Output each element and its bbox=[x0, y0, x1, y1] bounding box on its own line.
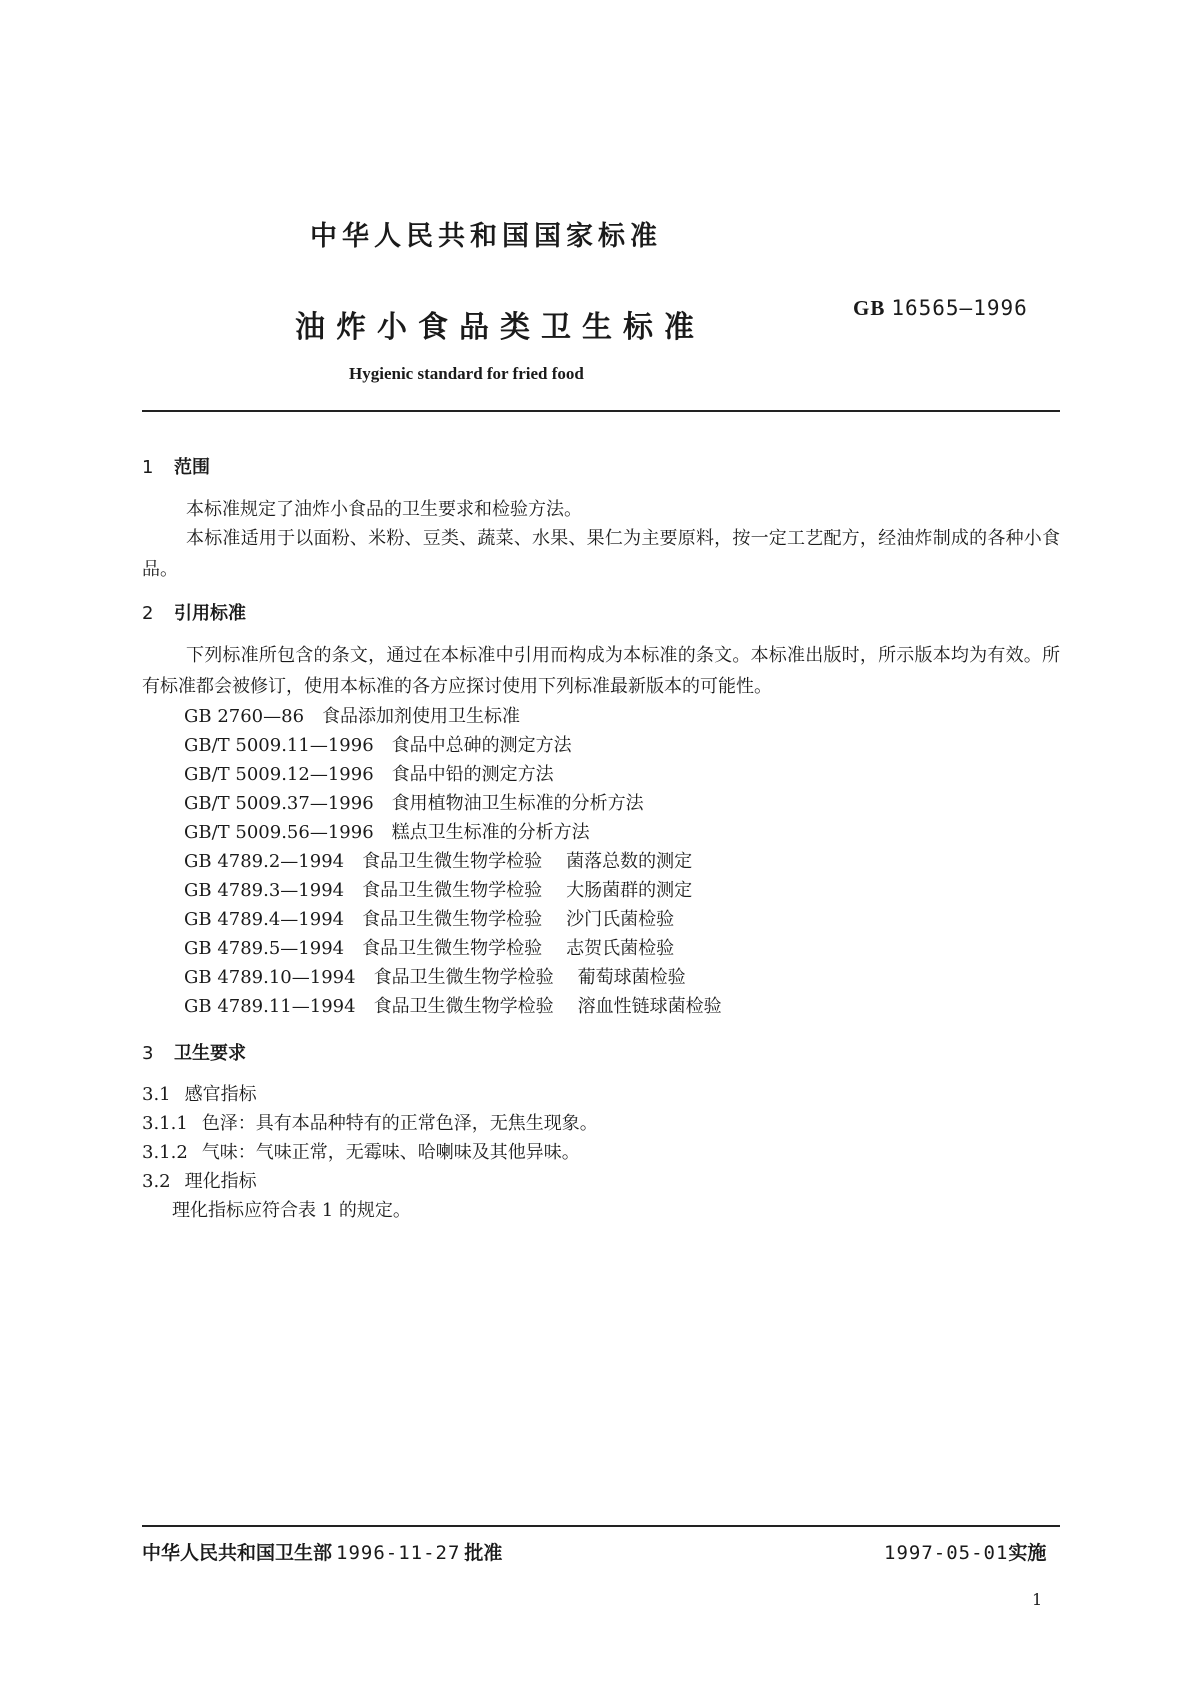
implementation-line: 1997-05-01实施 bbox=[884, 1542, 1047, 1564]
section-1-paragraph-1: 本标准规定了油炸小食品的卫生要求和检验方法。 bbox=[186, 499, 582, 520]
footer-divider bbox=[142, 1525, 1060, 1527]
header-divider bbox=[142, 410, 1060, 412]
section-2-heading: 2 引用标准 bbox=[142, 603, 246, 624]
reference-item: GB 4789.3—1994 食品卫生微生物学检验 大肠菌群的测定 bbox=[184, 880, 693, 901]
section-1-heading: 1 范围 bbox=[142, 457, 210, 478]
section-2-paragraph: 下列标准所包含的条文，通过在本标准中引用而构成为本标准的条文。本标准出版时，所示版本均为有效。所有标准都会被修订，使用本标准的各方应探讨使用下列标准最新版本的可能性。 bbox=[142, 645, 1060, 697]
approval-line: 中华人民共和国卫生部 1996-11-27 批准 bbox=[142, 1542, 503, 1564]
reference-item: GB 4789.4—1994 食品卫生微生物学检验 沙门氏菌检验 bbox=[184, 909, 675, 930]
subsection-3-1-2: 3.1.2 气味：气味正常，无霉味、哈喇味及其他异味。 bbox=[142, 1142, 580, 1163]
section-3-heading: 3 卫生要求 bbox=[142, 1043, 246, 1064]
section-3-2-paragraph: 理化指标应符合表 1 的规定。 bbox=[172, 1200, 411, 1221]
reference-item: GB 4789.11—1994 食品卫生微生物学检验 溶血性链球菌检验 bbox=[184, 996, 722, 1017]
reference-item: GB/T 5009.56—1996 糕点卫生标准的分析方法 bbox=[184, 822, 590, 843]
reference-item: GB/T 5009.37—1996 食用植物油卫生标准的分析方法 bbox=[184, 793, 644, 814]
subsection-3-2: 3.2 理化指标 bbox=[142, 1171, 257, 1192]
page-number: 1 bbox=[1032, 1590, 1043, 1609]
subsection-3-1-1: 3.1.1 色泽：具有本品种特有的正常色泽，无焦生现象。 bbox=[142, 1113, 598, 1134]
reference-item: GB 2760—86 食品添加剂使用卫生标准 bbox=[184, 706, 521, 727]
standard-code bbox=[853, 296, 1028, 321]
reference-item: GB/T 5009.12—1996 食品中铅的测定方法 bbox=[184, 764, 554, 785]
section-1-paragraph-2: 本标准适用于以面粉、米粉、豆类、蔬菜、水果、果仁为主要原料，按一定工艺配方，经油炸制成的各种小食品。 bbox=[142, 528, 1060, 580]
document-title: 油炸小食品类卫生标准 bbox=[295, 310, 705, 345]
standard-code-prefix: GB bbox=[853, 296, 886, 320]
standard-code-number: 16565—1996 bbox=[891, 296, 1028, 320]
reference-item: GB 4789.5—1994 食品卫生微生物学检验 志贺氏菌检验 bbox=[184, 938, 675, 959]
english-title: Hygienic standard for fried food bbox=[349, 364, 584, 383]
country-standard-heading: 中华人民共和国国家标准 bbox=[310, 221, 662, 252]
reference-item: GB/T 5009.11—1996 食品中总砷的测定方法 bbox=[184, 735, 572, 756]
subsection-3-1: 3.1 感官指标 bbox=[142, 1084, 257, 1105]
reference-item: GB 4789.2—1994 食品卫生微生物学检验 菌落总数的测定 bbox=[184, 851, 693, 872]
reference-item: GB 4789.10—1994 食品卫生微生物学检验 葡萄球菌检验 bbox=[184, 967, 686, 988]
